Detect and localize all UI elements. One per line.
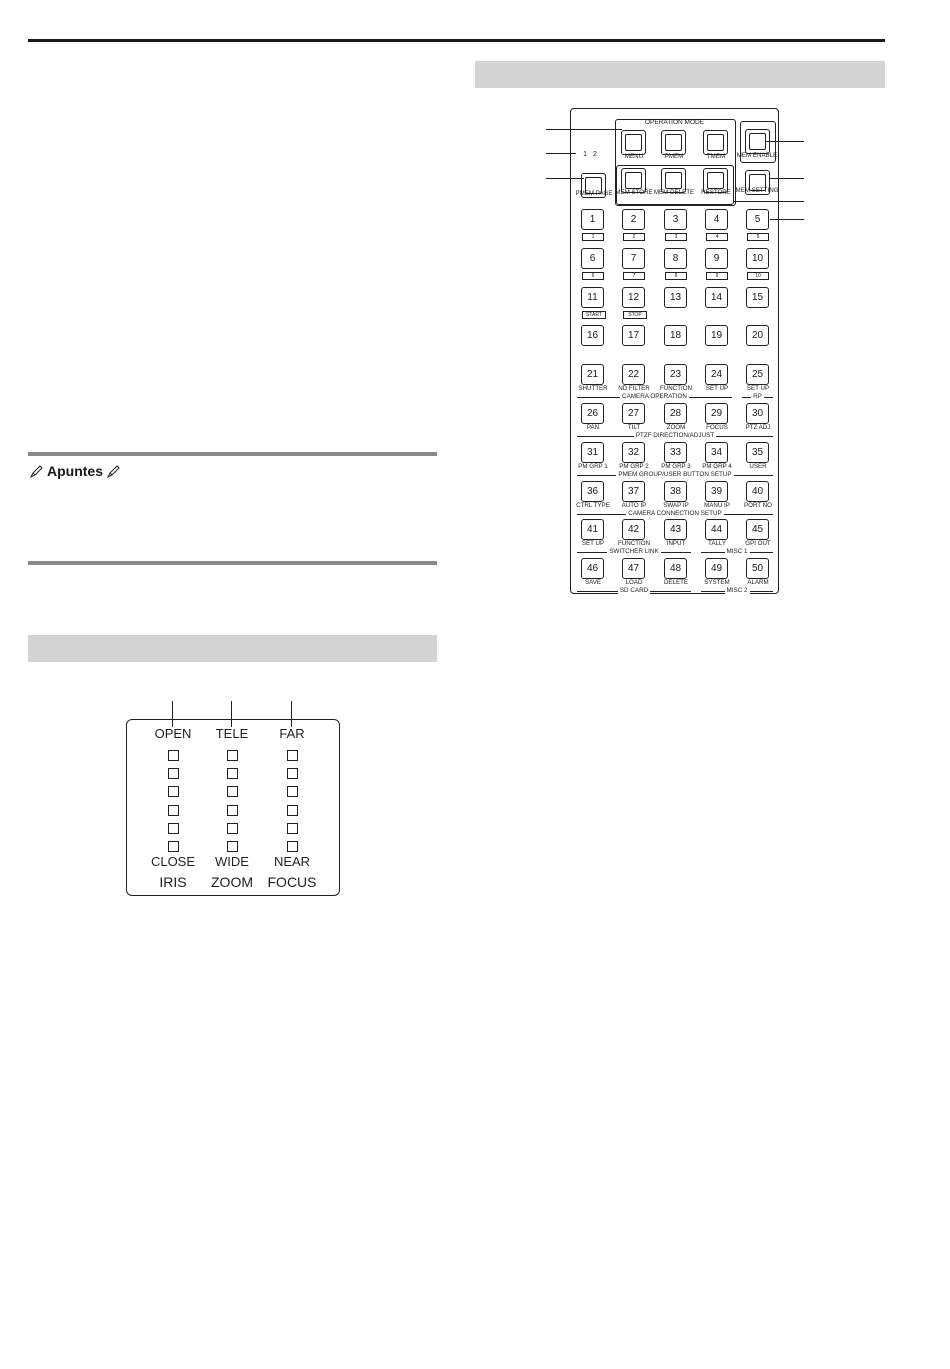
callout-line [770,219,804,220]
mode-button-menu[interactable] [621,130,646,155]
key-function-label: PM GRP 3 [661,462,691,470]
key-function-label: USER [749,462,767,470]
key-function-label: FUNCTION [618,540,650,548]
mode-button-label: TMEM [706,153,726,160]
key-sub-label: 8 [665,272,687,280]
numbered-key-24[interactable]: 24 [705,364,728,385]
led-square [227,786,238,797]
numbered-key-3[interactable]: 3 [664,209,687,230]
notes-title: Apuntes [47,463,103,479]
key-function-label: PM GRP 4 [702,462,732,470]
numbered-key-27[interactable]: 27 [622,403,645,424]
pencil-icon [30,465,43,478]
numbered-key-8[interactable]: 8 [664,248,687,269]
led-square [287,823,298,834]
group-label-text: SD CARD [619,587,649,595]
numbered-key-18[interactable]: 18 [664,325,687,346]
mode-button-tmem[interactable] [703,130,728,155]
key-sub-label: 6 [582,272,604,280]
led-label-name: IRIS [159,874,187,890]
key-sub-label: 5 [747,233,769,241]
group-label [577,393,732,401]
led-indicator-panel [126,719,340,896]
mode-button-pmem[interactable] [661,130,686,155]
led-square [287,768,298,779]
group-label [742,393,773,401]
numbered-key-26[interactable]: 26 [581,403,604,424]
numbered-key-11[interactable]: 11 [581,287,604,308]
numbered-key-23[interactable]: 23 [664,364,687,385]
key-function-label: ND FILTER [618,385,650,393]
operation-mode-label: OPERATION MODE [644,119,705,126]
led-square [287,786,298,797]
numbered-key-12[interactable]: 12 [622,287,645,308]
group-label [577,587,691,595]
numbered-key-14[interactable]: 14 [705,287,728,308]
key-sub-label: 3 [665,233,687,241]
numbered-key-40[interactable]: 40 [746,481,769,502]
group-label-text: SWITCHER LINK [609,548,659,556]
key-face [749,133,766,150]
numbered-key-49[interactable]: 49 [705,558,728,579]
key-face [665,134,682,151]
mem-button-label: MEM DELETE [653,189,695,196]
key-function-label: FUNCTION [660,385,692,393]
numbered-key-48[interactable]: 48 [664,558,687,579]
mem-button-label: RESTORE [701,189,731,196]
group-label [577,432,773,440]
numbered-key-15[interactable]: 15 [746,287,769,308]
callout-line [546,129,622,130]
section-heading-bar-left [28,635,437,662]
key-function-label: TILT [627,424,641,431]
numbered-key-6[interactable]: 6 [581,248,604,269]
led-square [168,750,179,761]
led-label-bottom: NEAR [273,854,311,869]
key-function-label: SAVE [584,579,602,587]
led-square [287,750,298,761]
numbered-key-21[interactable]: 21 [581,364,604,385]
notes-top-rule [28,452,437,456]
key-function-label: SET UP [746,385,770,393]
numbered-key-30[interactable]: 30 [746,403,769,424]
numbered-key-42[interactable]: 42 [622,519,645,540]
key-function-label: PORT NO [744,501,772,509]
callout-line [766,141,804,142]
led-square [227,841,238,852]
numbered-key-35[interactable]: 35 [746,442,769,463]
key-function-label: ZOOM [666,424,686,431]
numbered-key-16[interactable]: 16 [581,325,604,346]
numbered-key-46[interactable]: 46 [581,558,604,579]
pmem-page-label: PMEM PAGE [575,190,613,197]
numbered-key-29[interactable]: 29 [705,403,728,424]
key-sub-label: 4 [706,233,728,241]
key-function-label: ALARM [747,579,769,587]
numbered-key-41[interactable]: 41 [581,519,604,540]
callout-line [546,178,584,179]
controller-panel [570,108,779,594]
led-label-name: FOCUS [267,874,317,890]
mem-enable-label: MEM ENABLE [736,152,778,159]
numbered-key-2[interactable]: 2 [622,209,645,230]
led-label-name: ZOOM [211,874,253,890]
key-sub-label: STOP [623,311,647,319]
numbered-key-10[interactable]: 10 [746,248,769,269]
numbered-key-20[interactable]: 20 [746,325,769,346]
key-function-label: FOCUS [706,424,728,431]
key-function-label: SET UP [705,385,729,393]
led-square [168,841,179,852]
key-function-label: INPUT [666,540,686,548]
section-heading-bar-right [475,61,885,88]
numbered-key-43[interactable]: 43 [664,519,687,540]
key-function-label: CTRL TYPE [576,501,610,509]
led-label-bottom: WIDE [215,854,249,869]
key-function-label: AUTO IP [621,501,647,509]
key-face [665,172,682,189]
mem-button-label: MEM STORE [615,189,653,196]
numbered-key-33[interactable]: 33 [664,442,687,463]
numbered-key-17[interactable]: 17 [622,325,645,346]
key-face [707,134,724,151]
numbered-key-5[interactable]: 5 [746,209,769,230]
key-function-label: PAN [586,424,600,431]
key-function-label: SHUTTER [578,385,608,393]
page-indicator: 1 2 [583,151,599,158]
numbered-key-50[interactable]: 50 [746,558,769,579]
led-square [227,805,238,816]
numbered-key-37[interactable]: 37 [622,481,645,502]
numbered-key-44[interactable]: 44 [705,519,728,540]
key-function-label: PTZ ADJ [745,424,771,431]
key-function-label: PM GRP 1 [578,462,608,470]
led-label-bottom: CLOSE [150,854,196,869]
key-function-label: LOAD [625,579,643,587]
group-label [577,471,773,479]
page-top-rule [28,39,885,42]
key-function-label: GPI OUT [745,540,771,548]
key-sub-label: 1 [582,233,604,241]
mode-button-label: MENU [624,153,644,160]
group-label [577,510,773,518]
mode-button-label: PMEM [664,153,684,160]
callout-line [733,201,804,202]
group-label-text: CAMERA OPERATION [622,393,687,401]
group-label-text: PMEM GROUP/USER BUTTON SETUP [618,470,732,478]
numbered-key-7[interactable]: 7 [622,248,645,269]
key-function-label: SWAP IP [663,501,689,509]
key-function-label: SET UP [581,540,605,548]
numbered-key-39[interactable]: 39 [705,481,728,502]
callout-line [770,178,804,179]
led-label-top: TELE [215,726,249,741]
key-function-label: MANU IP [704,501,730,509]
numbered-key-28[interactable]: 28 [664,403,687,424]
numbered-key-4[interactable]: 4 [705,209,728,230]
led-square [227,750,238,761]
group-label-text: CAMERA CONNECTION SETUP [628,509,722,517]
led-label-top: OPEN [154,726,192,741]
group-label-text: RP [753,393,762,401]
key-sub-label: 9 [706,272,728,280]
numbered-key-36[interactable]: 36 [581,481,604,502]
group-label-text: MISC 2 [726,587,748,595]
led-square [168,768,179,779]
led-square [227,823,238,834]
mem-setting-label: MEM SETTING [735,187,779,194]
led-square [168,786,179,797]
key-face [625,134,642,151]
led-square [168,823,179,834]
led-square [287,841,298,852]
key-sub-label: 7 [623,272,645,280]
key-face [625,172,642,189]
group-label-text: PTZF DIRECTION/ADJUST [635,432,715,439]
numbered-key-1[interactable]: 1 [581,209,604,230]
led-square [227,768,238,779]
key-sub-label: START [582,311,606,319]
numbered-key-31[interactable]: 31 [581,442,604,463]
led-label-top: FAR [279,726,305,741]
key-function-label: DELETE [663,579,689,587]
numbered-key-32[interactable]: 32 [622,442,645,463]
group-label [701,548,773,556]
numbered-key-25[interactable]: 25 [746,364,769,385]
numbered-key-34[interactable]: 34 [705,442,728,463]
led-square [168,805,179,816]
numbered-key-9[interactable]: 9 [705,248,728,269]
numbered-key-45[interactable]: 45 [746,519,769,540]
group-label-text: MISC 1 [726,548,748,556]
key-function-label: PM GRP 2 [619,462,649,470]
notes-bottom-rule [28,561,437,565]
led-square [287,805,298,816]
numbered-key-22[interactable]: 22 [622,364,645,385]
key-sub-label: 10 [747,272,769,280]
numbered-key-19[interactable]: 19 [705,325,728,346]
group-label [701,587,773,595]
group-label [577,548,691,556]
key-function-label: SYSTEM [704,579,730,587]
key-function-label: TALLY [708,540,726,548]
callout-line [546,153,576,154]
key-sub-label: 2 [623,233,645,241]
numbered-key-47[interactable]: 47 [622,558,645,579]
pencil-icon [107,465,120,478]
notes-heading [30,463,120,479]
numbered-key-38[interactable]: 38 [664,481,687,502]
numbered-key-13[interactable]: 13 [664,287,687,308]
key-face [707,172,724,189]
